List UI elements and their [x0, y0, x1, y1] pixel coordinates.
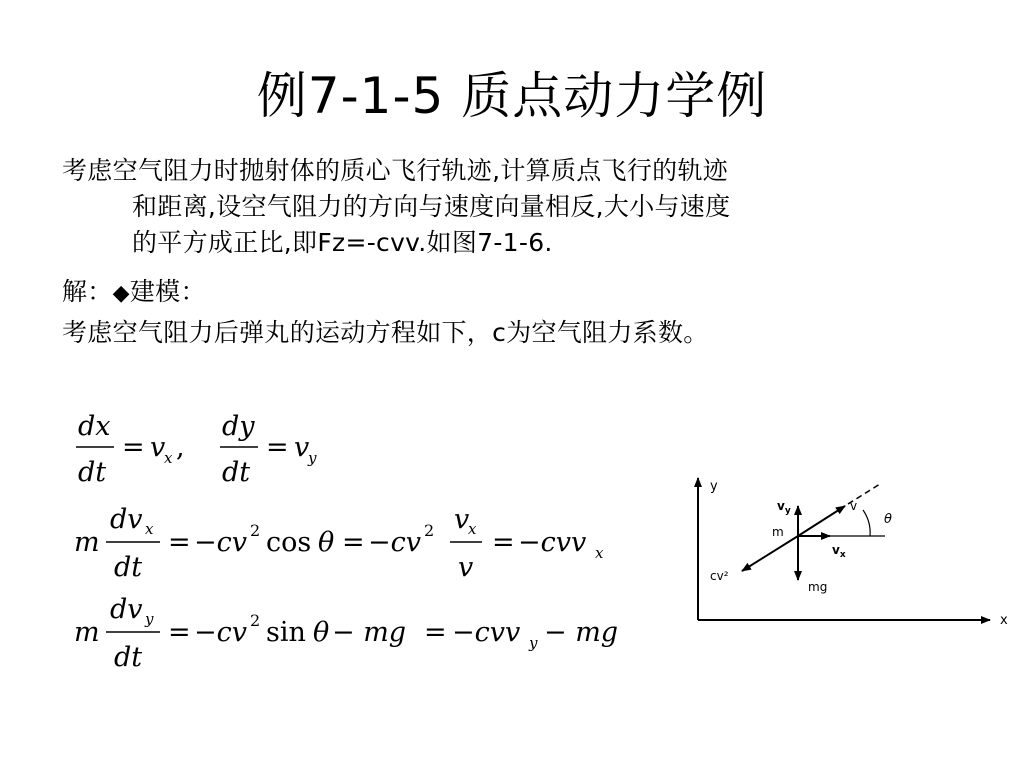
eq2-cos: cos	[266, 527, 312, 558]
velocity-label: v	[850, 499, 858, 513]
eq1-comma: ,	[176, 432, 185, 463]
force-diagram	[680, 470, 1020, 640]
eq1-numerator-dy: dy	[222, 411, 255, 442]
y-axis-label: y	[710, 479, 718, 494]
eq2-numerator: dv	[110, 504, 143, 535]
solution-heading	[62, 274, 206, 312]
eq1-rhs-v: v	[150, 432, 166, 463]
theta-arc	[863, 510, 870, 536]
equation-y-motion	[70, 590, 640, 680]
eq3-sup-2: 2	[250, 611, 261, 630]
eq3-term-cv: −cv	[194, 617, 247, 648]
problem-line-2: 和距离,设空气阻力的方向与速度向量相反,大小与速度	[132, 192, 731, 221]
eq3-term-cvv-sub: y	[529, 634, 538, 652]
eq2-frac2-num-sub: x	[468, 520, 477, 538]
eq1-denominator-dt-2: dt	[222, 457, 251, 488]
eq1-rhs-v-2: v	[294, 432, 310, 463]
problem-line-1: 考虑空气阻力时抛射体的质心飞行轨迹,计算质点飞行的轨迹	[62, 156, 729, 185]
gravity-label: mg	[808, 580, 828, 594]
eq1-numerator-dx: dx	[78, 411, 111, 442]
eq3-minus-mg-2: − mg	[544, 617, 619, 648]
diamond-bullet-icon: ◆	[112, 281, 130, 306]
equation-x-motion	[70, 500, 630, 590]
eq3-minus-mg-1: − mg	[332, 617, 407, 648]
eq2-term-cvv-sub: x	[595, 544, 604, 562]
eq2-sup-2a: 2	[250, 521, 261, 540]
eq3-equals-1: =	[168, 617, 191, 648]
eq1-rhs-sub-x: x	[164, 449, 173, 467]
eq3-sin: sin	[266, 617, 306, 648]
solution-label: 解：	[62, 277, 113, 306]
eq2-numerator-sub: x	[145, 520, 154, 538]
problem-statement	[62, 153, 730, 261]
equation-intro: 考虑空气阻力后弹丸的运动方程如下，c为空气阻力系数。	[62, 318, 709, 347]
mass-label: m	[772, 525, 784, 539]
eq2-mass: m	[74, 527, 100, 558]
eq3-numerator-sub: y	[145, 610, 154, 628]
eq1-equals-2: =	[266, 432, 289, 463]
eq3-mass: m	[74, 617, 100, 648]
eq2-equals-1: =	[168, 527, 191, 558]
eq2-equals-3: =	[492, 527, 515, 558]
eq2-equals-2: =	[342, 527, 365, 558]
theta-label: θ	[884, 512, 892, 527]
eq2-sup-2b: 2	[424, 521, 435, 540]
x-axis-label: x	[1000, 613, 1008, 628]
drag-force-label: cv²	[710, 569, 729, 583]
eq1-denominator-dt-1: dt	[78, 457, 107, 488]
eq2-term-cv-2: −cv	[368, 527, 421, 558]
eq3-term-cvv: −cvv	[452, 617, 521, 648]
eq2-theta: θ	[318, 527, 335, 558]
vx-label: $v_x$	[832, 543, 846, 560]
eq2-frac2-den: v	[458, 552, 474, 583]
problem-line-3: 的平方成正比,即Fz=-cvv.如图7-1-6.	[132, 228, 553, 257]
modeling-label: 建模：	[129, 277, 206, 306]
eq2-denominator: dt	[114, 552, 143, 583]
slide-title: 例7-1-5 质点动力学例	[256, 67, 768, 125]
vy-label: $v_y$	[777, 499, 791, 516]
eq3-denominator: dt	[114, 642, 143, 673]
velocity-vector	[798, 506, 845, 536]
eq3-equals-2: =	[424, 617, 447, 648]
eq1-rhs-sub-y: y	[308, 449, 317, 467]
eq3-numerator: dv	[110, 594, 143, 625]
eq2-term-cv: −cv	[194, 527, 247, 558]
equation-velocity-definitions	[70, 405, 350, 495]
eq1-equals-1: =	[122, 432, 145, 463]
drag-force-vector	[742, 536, 798, 571]
eq3-theta: θ	[313, 617, 330, 648]
eq2-term-cvv: −cvv	[518, 527, 587, 558]
eq2-frac2-num: v	[454, 504, 470, 535]
